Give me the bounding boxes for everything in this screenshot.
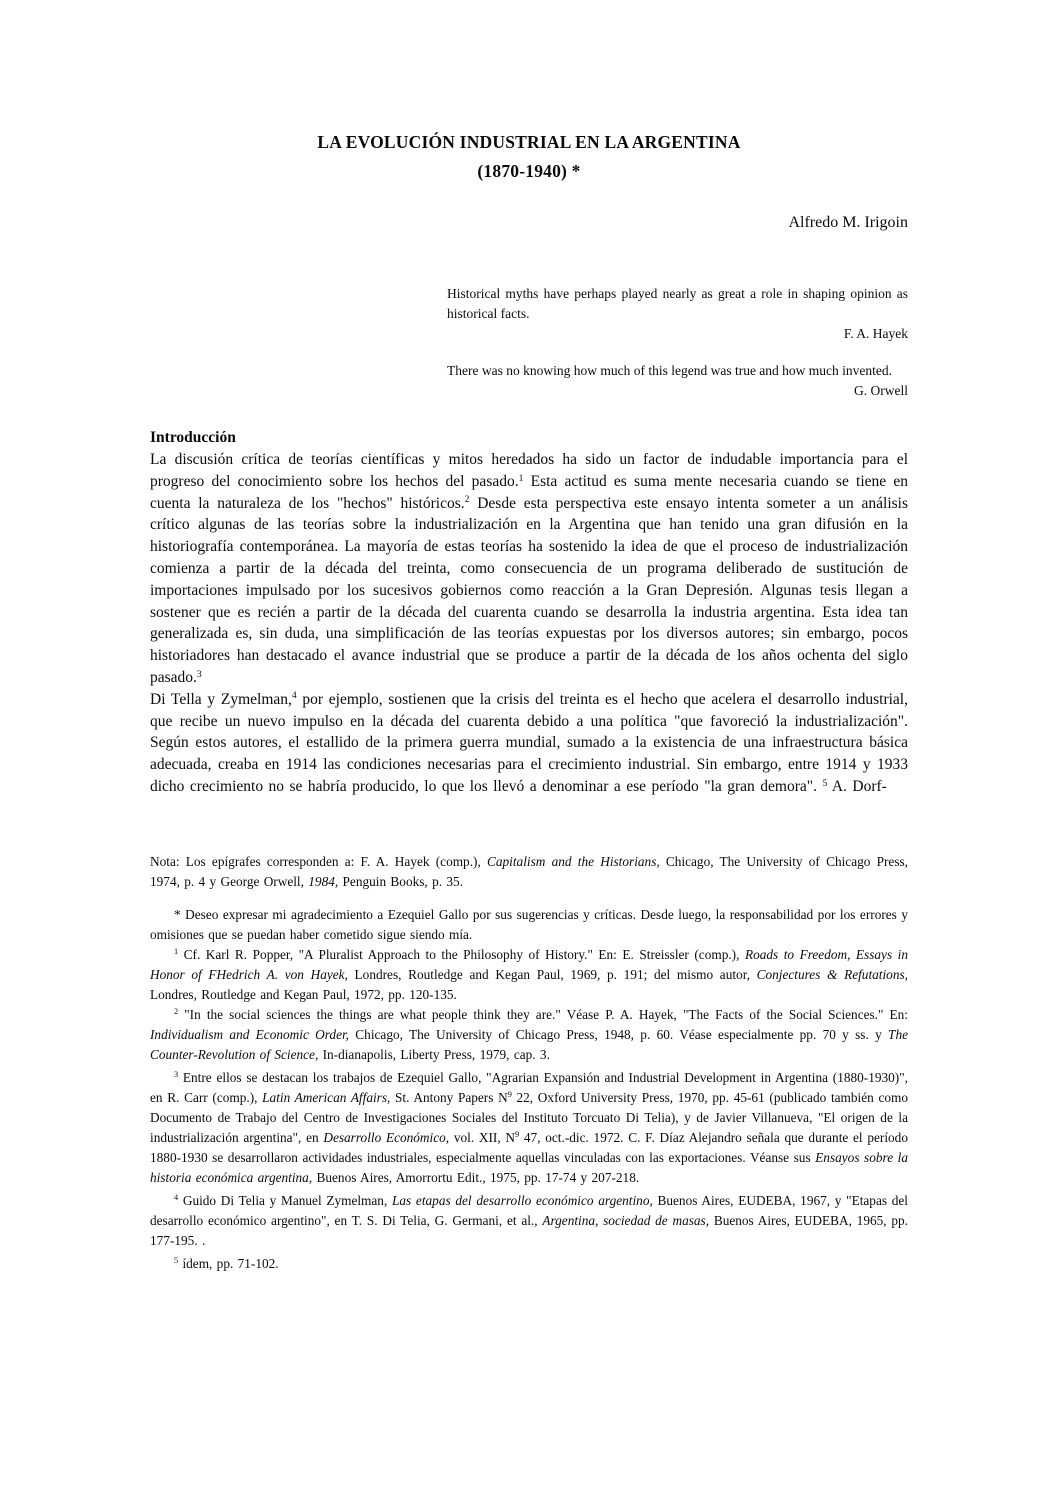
document-title — [150, 128, 908, 186]
footnote-4: $^4$ Guido Di Telia y Manuel Zymelman, Las etapas del desarrollo económico argentino, Buenos Aires, EUDEBA, 1967, y "Etapas del desarrollo económico argentino", en T. S. Di Telia, G. Germani, et al., Argentina, sociedad de masas, Buenos Aires, EUDEBA, 1965, pp. 177-195. . — [150, 1192, 908, 1248]
footnote-1: $^1$ Cf. Karl R. Popper, "A Pluralist Approach to the Philosophy of History." En: E. Streissler (comp.), Roads to Freedom, Essays in Honor of FHedrich A. von Hayek, Londres, Routledge and Kegan Paul, 1969, p. 191; del mismo autor, Conjectures & Refutations, Londres, Routledge and Kegan Paul, 1972, pp. 120-135. — [150, 946, 908, 1002]
title-line-2: (1870-1940) * — [477, 161, 581, 181]
section-heading-introduccion: Introducción — [150, 429, 236, 446]
epigraph-quote: There was no knowing how much of this legend was true and how much invented. — [447, 363, 893, 378]
footnote-3: $^3$ Entre ellos se destacan los trabajos de Ezequiel Gallo, "Agrarian Expansión and Industrial Development in Argentina (1880-1930)", en R. Carr (comp.), Latin American Affairs, St. Antony Papers $N^9$ 22, Oxford University Press, 1970, pp. 45-61 (publicado también como Documento de Trabajo del Centro de Investigaciones Sociales del Instituto Torcuato Di Telia), y de Javier Villanueva, "El origen de la industrialización argentina", en Desarrollo Económico, vol. XII, $N^9$ 47, oct.-dic. 1972. C. F. Díaz Alejandro señala que durante el período 1880-1930 se desarrollaron actividades industriales, especialmente aquellas vinculadas con las exportaciones. Véanse sus Ensayos sobre la historia económica argentina, Buenos Aires, Amorrortu Edit., 1975, pp. 17-74 y 207-218. — [150, 1069, 909, 1185]
author-name: Alfredo M. Irigoin — [788, 214, 908, 231]
epigraph-block — [447, 284, 908, 401]
body-paragraph-1: La discusión crítica de teorías científicas y mitos heredados ha sido un factor de indudable importancia para el progreso del conocimiento sobre los hechos del pasado.$^1$ Esta actitud es suma mente necesaria cuando se tiene en cuenta la naturaleza de los "hechos" históricos.$^2$ Desde esta perspectiva este ensayo intenta someter a un análisis crítico algunas de las teorías sobre la industrialización en la Argentina que han tenido una gran difusión en la historiografía contemporánea. La mayoría de estas teorías ha sostenido la idea de que el proceso de industrialización comienza a partir de la década del treinta, como consecuencia de un programa deliberado de sustitución de importaciones impulsado por los sucesivos gobiernos como reacción a la Gran Depresión. Algunas tesis llegan a sostener que es recién a partir de la década del cuarenta cuando se desarrolla la industria argentina. Esta idea tan generalizada es, sin duda, una simplificación de las teorías expuestas por los diversos autores; sin embargo, pocos historiadores han destacado el avance industrial que se produce a partir de la década de los años ochenta del siglo pasado.$^3$ — [150, 451, 909, 686]
epigraph-orwell — [447, 361, 908, 401]
footnotes-block — [150, 852, 908, 1274]
footnote-nota: Nota: Los epígrafes corresponden a: F. A. Hayek (comp.), Capitalism and the Historians, Chicago, The University of Chicago Press, 1974, p. 4 y George Orwell, 1984, Penguin Books, p. 35. — [150, 853, 909, 889]
epigraph-attribution: G. Orwell — [854, 383, 908, 398]
footnote-5: $^5$ ídem, pp. 71-102. — [174, 1255, 279, 1271]
title-line-1: LA EVOLUCIÓN INDUSTRIAL EN LA ARGENTINA — [317, 132, 741, 152]
body-paragraph-2: Di Tella y Zymelman,$^4$ por ejemplo, sostienen que la crisis del treinta es el hecho que acelera el desarrollo industrial, que recibe un nuevo impulso en la década del cuarenta debido a una política "que favoreció la industrialización". Según estos autores, el estallido de la primera guerra mundial, sumado a la existencia de una infraestructura básica adecuada, creaba en 1914 las condiciones necesarias para el crecimiento industrial. Sin embargo, entre 1914 y 1933 dicho crecimiento no se habría producido, lo que los llevó a denominar a ese período "la gran demora". $^5$ A. Dorf- — [150, 690, 908, 795]
footnote-2: $^2$ "In the social sciences the things are what people think they are." Véase P. A. Hayek, "The Facts of the Social Sciences." En: Individualism and Economic Order, Chicago, The University of Chicago Press, 1948, p. 60. Véase especialmente pp. 70 y ss. y The Counter-Revolution of Science, In-dianapolis, Liberty Press, 1979, cap. 3. — [150, 1006, 908, 1062]
epigraph-attribution: F. A. Hayek — [843, 326, 908, 341]
footnote-star: * Deseo expresar mi agradecimiento a Ezequiel Gallo por sus sugerencias y críticas. Desde luego, la responsabilidad por los errores y omisiones que se puedan haber cometido sigue siendo mía. — [150, 906, 908, 942]
epigraph-quote: Historical myths have perhaps played nearly as great a role in shaping opinion as historical facts. — [447, 286, 908, 321]
epigraph-hayek — [447, 284, 908, 344]
